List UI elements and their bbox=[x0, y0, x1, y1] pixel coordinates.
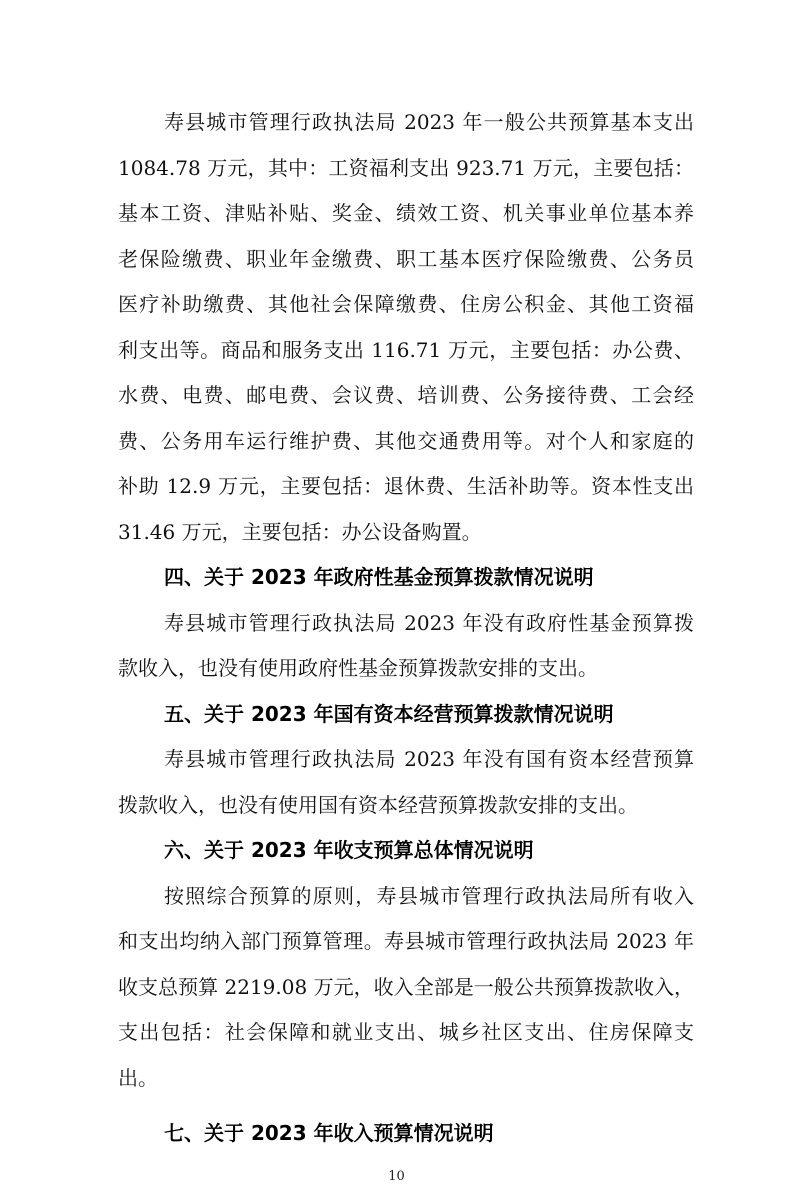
body-line: 支出包括：社会保障和就业支出、城乡社区支出、住房保障支 bbox=[118, 1020, 694, 1044]
body-line: 费、公务用车运行维护费、其他交通费用等。对个人和家庭的 bbox=[118, 428, 694, 453]
page-number: 10 bbox=[388, 1169, 405, 1184]
section-heading: 六、关于 2023 年收支预算总体情况说明 bbox=[164, 838, 534, 862]
body-line: 和支出均纳入部门预算管理。寿县城市管理行政执法局 2023 年 bbox=[118, 929, 694, 953]
body-line: 寿县城市管理行政执法局 2023 年没有国有资本经营预算 bbox=[164, 747, 694, 771]
body-line: 款收入，也没有使用政府性基金预算拨款安排的支出。 bbox=[118, 656, 598, 680]
body-line: 水费、电费、邮电费、会议费、培训费、公务接待费、工会经 bbox=[118, 383, 694, 407]
body-line: 寿县城市管理行政执法局 2023 年一般公共预算基本支出 bbox=[164, 110, 694, 134]
body-line: 1084.78 万元，其中：工资福利支出 923.71 万元，主要包括： bbox=[118, 155, 694, 180]
section-heading: 五、关于 2023 年国有资本经营预算拨款情况说明 bbox=[164, 701, 614, 726]
body-line: 医疗补助缴费、其他社会保障缴费、住房公积金、其他工资福 bbox=[118, 292, 694, 316]
body-line: 按照综合预算的原则，寿县城市管理行政执法局所有收入 bbox=[164, 883, 694, 908]
body-line: 基本工资、津贴补贴、奖金、绩效工资、机关事业单位基本养 bbox=[118, 201, 694, 225]
body-line: 补助 12.9 万元，主要包括：退休费、生活补助等。资本性支出 bbox=[118, 474, 694, 498]
section-heading: 四、关于 2023 年政府性基金预算拨款情况说明 bbox=[164, 565, 594, 589]
body-line: 出。 bbox=[118, 1065, 158, 1090]
body-line: 31.46 万元，主要包括：办公设备购置。 bbox=[118, 519, 482, 544]
body-line: 收支总预算 2219.08 万元，收入全部是一般公共预算拨款收入， bbox=[118, 974, 694, 999]
body-line: 寿县城市管理行政执法局 2023 年没有政府性基金预算拨 bbox=[164, 610, 694, 635]
body-line: 拨款收入，也没有使用国有资本经营预算拨款安排的支出。 bbox=[118, 792, 638, 817]
section-heading: 七、关于 2023 年收入预算情况说明 bbox=[164, 1121, 494, 1145]
body-line: 老保险缴费、职业年金缴费、职工基本医疗保险缴费、公务员 bbox=[118, 246, 694, 271]
body-line: 利支出等。商品和服务支出 116.71 万元，主要包括：办公费、 bbox=[118, 337, 694, 362]
